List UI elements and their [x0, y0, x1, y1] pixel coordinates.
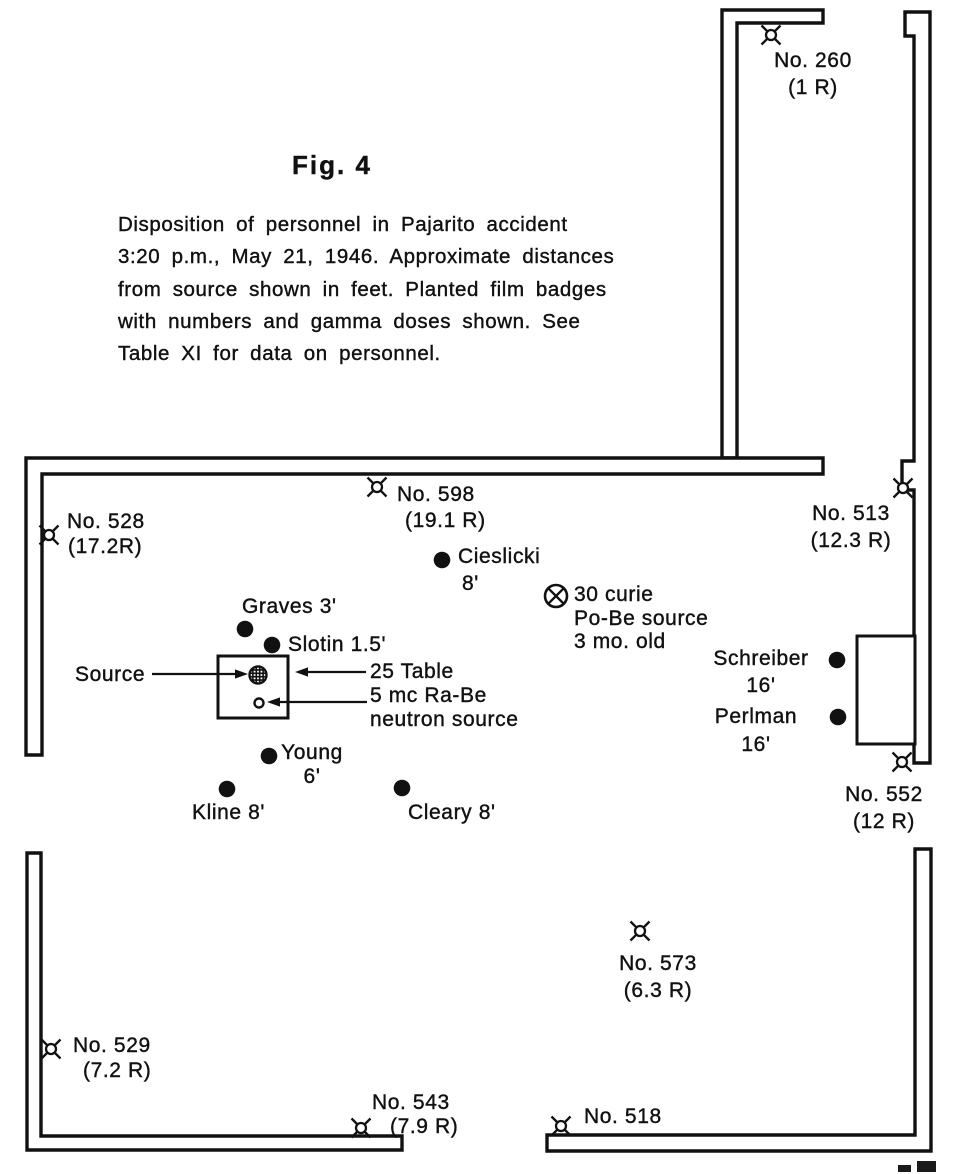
source-label	[75, 662, 145, 688]
table-arrow	[295, 667, 366, 676]
rabe-label-line-2: neutron source	[370, 707, 519, 731]
slotin-label	[288, 632, 386, 658]
badge-543-label	[372, 1091, 458, 1139]
badge-528-label-line-1: No. 528	[67, 510, 145, 533]
badge-513-label-line-1: No. 513	[812, 502, 890, 525]
person-young	[261, 748, 278, 765]
young-label-line-2: 6'	[303, 765, 321, 788]
cleary-label	[408, 800, 496, 826]
schreiber-label	[713, 645, 808, 699]
figure-caption-line-5: Table XI for data on personnel.	[118, 342, 441, 366]
person-slotin	[264, 637, 281, 654]
badge-260-label-line-2: (1 R)	[788, 76, 838, 99]
badge-529-label	[73, 1033, 151, 1083]
badge-552-label-line-1: No. 552	[845, 783, 923, 806]
slotin-label-line-1: Slotin 1.5'	[288, 633, 387, 656]
badge-552-icon	[893, 753, 912, 772]
cleary-label-line-1: Cleary 8'	[408, 801, 496, 824]
person-cieslicki	[434, 552, 451, 569]
figure-caption-line-4: with numbers and gamma doses shown. See	[118, 309, 581, 333]
experiment-table-rect	[218, 656, 288, 718]
young-label	[281, 741, 343, 789]
figure-caption-line-3: from source shown in feet. Planted film badges	[118, 277, 607, 301]
wall-lower-left-l	[27, 853, 402, 1150]
pobe-source-icon	[545, 585, 567, 607]
badge-573-label	[619, 950, 697, 1004]
table-label-line-1: 25 Table	[370, 660, 454, 683]
person-perlman	[830, 709, 847, 726]
graves-label	[242, 594, 337, 620]
person-schreiber	[829, 652, 846, 669]
figure-caption-line-2: 3:20 p.m., May 21, 1946. Approximate distances	[118, 245, 615, 269]
pobe-label-line-3: 3 mo. old	[574, 630, 666, 653]
badge-552-label-line-2: (12 R)	[853, 810, 915, 833]
graves-label-line-1: Graves 3'	[242, 595, 337, 618]
badge-260-label-line-1: No. 260	[774, 49, 852, 72]
desk-rect	[857, 636, 915, 744]
figure-title	[292, 150, 372, 180]
page-edge-artifact	[898, 1161, 936, 1172]
badge-543-label-line-1: No. 543	[372, 1091, 450, 1114]
pobe-label-line-2: Po-Be source	[574, 606, 709, 630]
cieslicki-label	[458, 543, 540, 597]
rabe-neutron-source-icon	[255, 699, 264, 708]
badge-528-label	[67, 509, 145, 559]
badge-529-icon	[42, 1040, 61, 1059]
person-cleary	[394, 780, 411, 797]
kline-label	[192, 800, 265, 826]
perlman-label-line-1: Perlman	[714, 705, 798, 728]
schreiber-label-line-1: Schreiber	[713, 647, 809, 670]
badge-518-icon	[552, 1117, 571, 1136]
badge-513-label-line-2: (12.3 R)	[810, 529, 892, 552]
badge-513-label	[811, 500, 892, 554]
figure-caption-line-1: Disposition of personnel in Pajarito accident	[118, 213, 568, 236]
badge-529-label-line-1: No. 529	[73, 1034, 151, 1057]
badge-552-label	[845, 781, 923, 835]
schreiber-label-line-2: 16'	[746, 674, 776, 697]
figure-title-line-1: Fig. 4	[292, 150, 372, 180]
badge-573-icon	[631, 922, 650, 941]
badge-543-label-line-2: (7.9 R)	[390, 1115, 459, 1138]
rabe-label-line-1: 5 mc Ra-Be	[370, 684, 487, 707]
badge-598-label-line-1: No. 598	[397, 483, 475, 506]
source-label-line-1: Source	[75, 663, 146, 686]
cieslicki-label-line-1: Cieslicki	[458, 545, 541, 568]
cieslicki-label-line-2: 8'	[462, 572, 479, 595]
young-label-line-1: Young	[281, 741, 343, 764]
rabe-label	[370, 684, 519, 731]
person-graves	[237, 621, 254, 638]
figure-caption	[118, 209, 614, 370]
badge-529-label-line-2: (7.2 R)	[83, 1059, 152, 1082]
badge-598-icon	[368, 478, 387, 497]
badge-518-label	[584, 1104, 662, 1130]
badge-260-label	[774, 47, 852, 101]
pobe-label	[574, 583, 708, 654]
badge-518-label-line-1: No. 518	[584, 1105, 662, 1128]
person-kline	[219, 781, 236, 798]
kline-label-line-1: Kline 8'	[192, 801, 266, 824]
table-label	[370, 659, 454, 685]
badge-573-label-line-2: (6.3 R)	[623, 979, 693, 1002]
badge-598-label-line-2: (19.1 R)	[405, 509, 486, 532]
plutonium-source-icon	[250, 667, 267, 684]
perlman-label	[715, 703, 797, 759]
pobe-label-line-1: 30 curie	[574, 583, 654, 606]
badge-528-label-line-2: (17.2R)	[68, 535, 143, 558]
badge-260-icon	[762, 26, 781, 45]
badge-573-label-line-1: No. 573	[619, 952, 697, 975]
badge-598-label	[397, 482, 486, 534]
perlman-label-line-2: 16'	[741, 733, 771, 756]
